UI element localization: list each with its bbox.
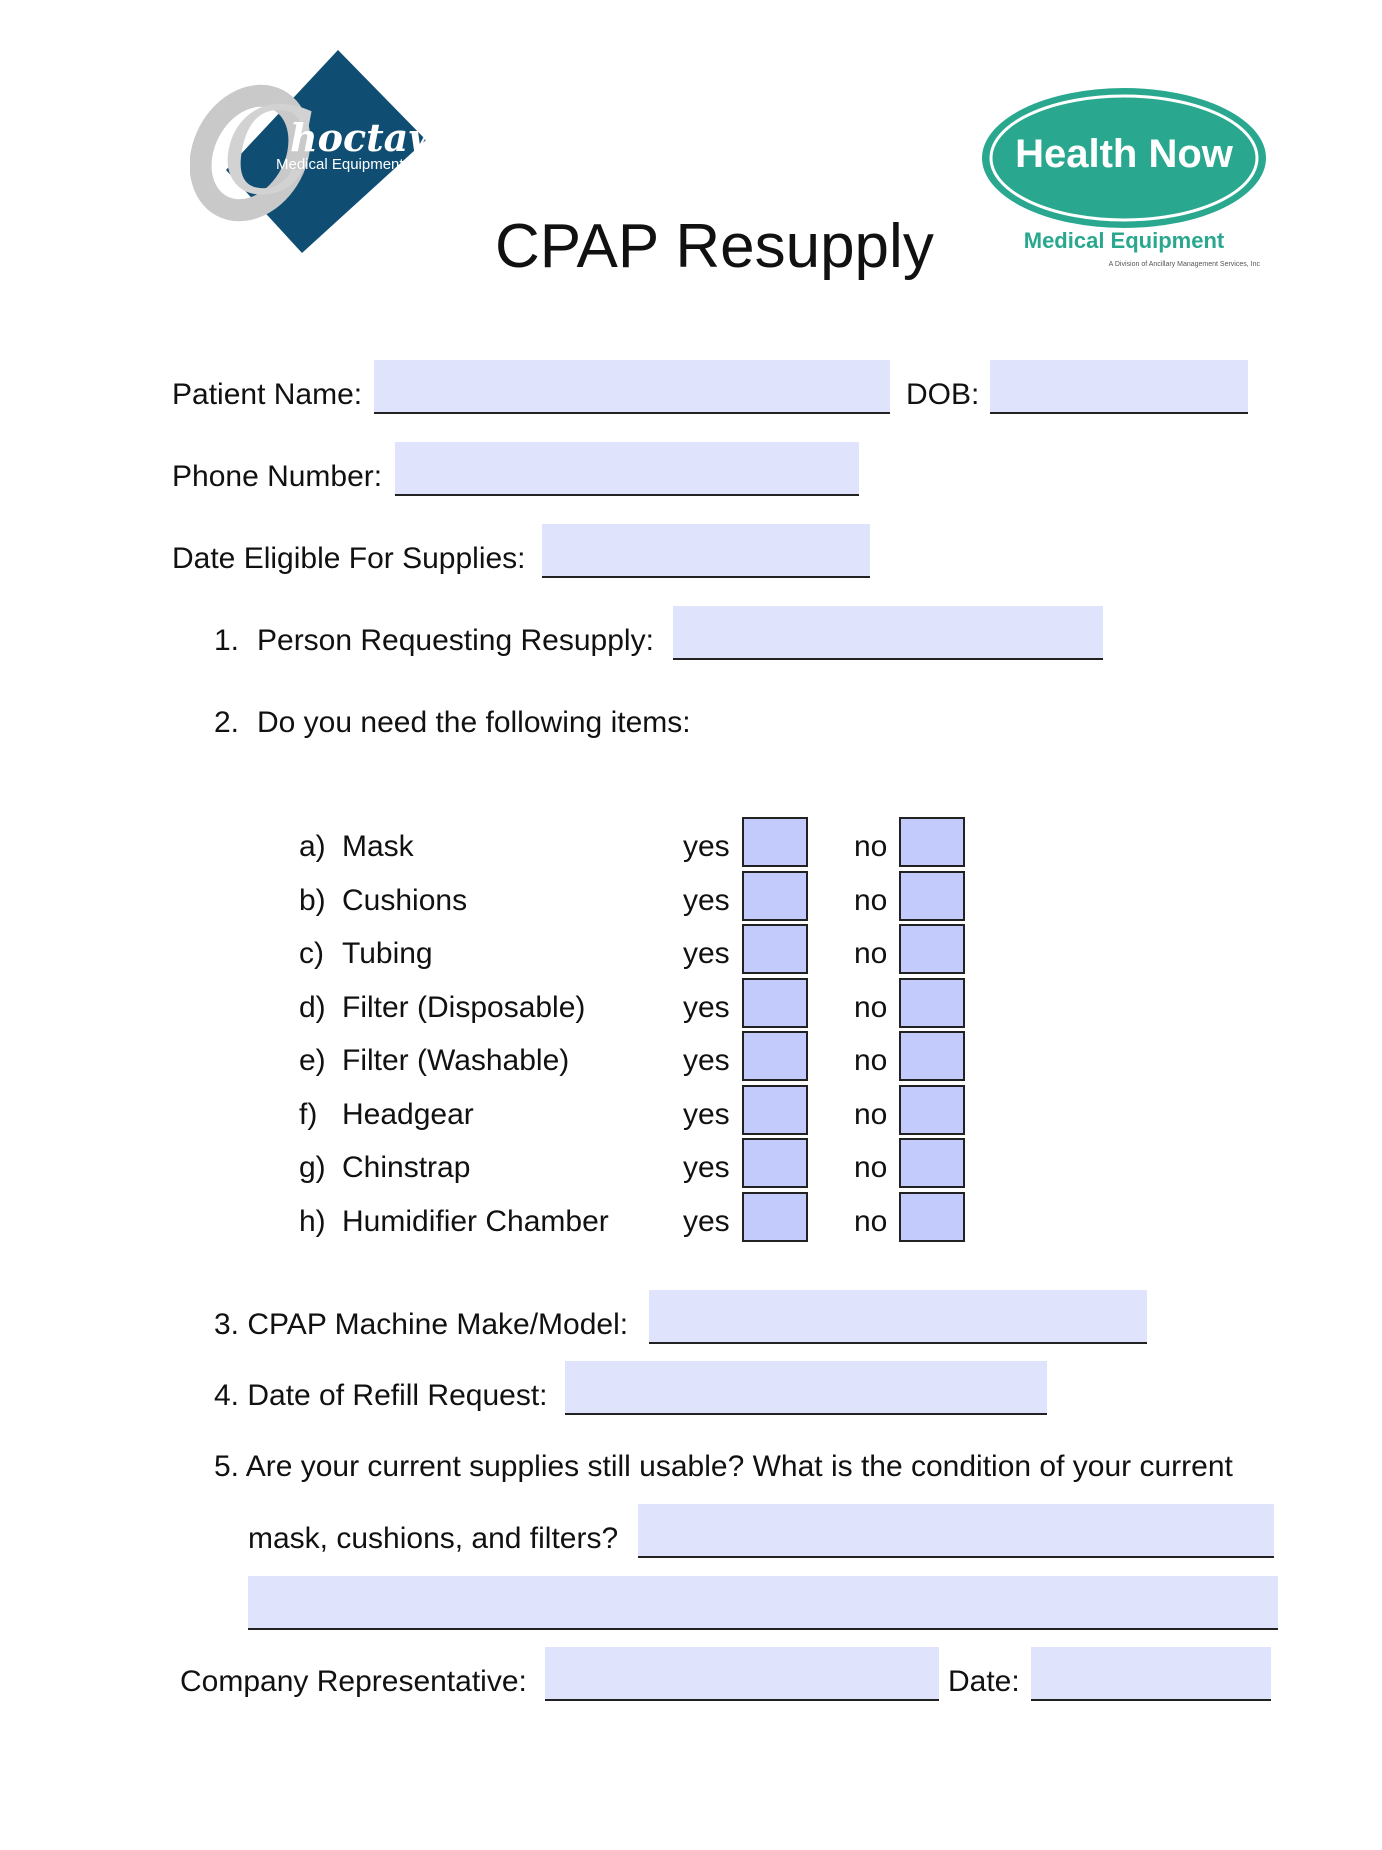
item-yes-checkbox[interactable] <box>742 871 808 921</box>
item-name: Mask <box>342 830 414 863</box>
dob-label: DOB: <box>906 378 980 411</box>
q4-label: 4. Date of Refill Request: <box>214 1379 548 1412</box>
item-yes-label: yes <box>683 1205 730 1238</box>
patient-name-field[interactable] <box>374 360 890 414</box>
item-no-checkbox[interactable] <box>899 1192 965 1242</box>
item-no-label: no <box>854 1098 888 1131</box>
q1-label: Person Requesting Resupply: <box>257 624 654 657</box>
choctaw-logo <box>190 48 430 258</box>
item-letter: c) <box>299 937 324 970</box>
item-yes-checkbox[interactable] <box>742 978 808 1028</box>
item-yes-checkbox[interactable] <box>742 1192 808 1242</box>
item-no-label: no <box>854 884 888 917</box>
item-yes-label: yes <box>683 830 730 863</box>
rep-field[interactable] <box>545 1647 939 1701</box>
date-field[interactable] <box>1031 1647 1271 1701</box>
item-yes-label: yes <box>683 1044 730 1077</box>
q3-label: 3. CPAP Machine Make/Model: <box>214 1308 629 1341</box>
health-now-logo-name: Health Now <box>1015 132 1233 176</box>
item-no-label: no <box>854 937 888 970</box>
q2-number: 2. <box>214 706 240 739</box>
item-yes-checkbox[interactable] <box>742 1031 808 1081</box>
supplies-condition-field[interactable] <box>638 1504 1274 1558</box>
item-yes-label: yes <box>683 884 730 917</box>
eligible-label: Date Eligible For Supplies: <box>172 542 526 575</box>
refill-date-field[interactable] <box>565 1361 1047 1415</box>
item-name: Chinstrap <box>342 1151 471 1184</box>
dob-field[interactable] <box>990 360 1248 414</box>
choctaw-logo-graphic <box>190 48 430 258</box>
choctaw-logo-script: hoctaw <box>290 115 430 160</box>
item-letter: d) <box>299 991 326 1024</box>
item-no-label: no <box>854 830 888 863</box>
choctaw-logo-subtitle: Medical Equipment <box>276 156 404 173</box>
item-yes-label: yes <box>683 1098 730 1131</box>
item-yes-label: yes <box>683 1151 730 1184</box>
health-now-logo-subtitle: Medical Equipment <box>1023 228 1225 253</box>
choctaw-logo-initial: C <box>222 83 314 222</box>
item-name: Cushions <box>342 884 468 917</box>
item-yes-checkbox[interactable] <box>742 924 808 974</box>
item-letter: g) <box>299 1151 326 1184</box>
item-name: Filter (Washable) <box>342 1044 570 1077</box>
item-letter: a) <box>299 830 326 863</box>
item-yes-checkbox[interactable] <box>742 817 808 867</box>
q5-line2: mask, cushions, and filters? <box>248 1522 619 1555</box>
item-letter: e) <box>299 1044 326 1077</box>
item-yes-checkbox[interactable] <box>742 1085 808 1135</box>
health-now-logo-graphic <box>978 86 1270 276</box>
item-no-label: no <box>854 1044 888 1077</box>
item-no-checkbox[interactable] <box>899 817 965 867</box>
health-now-logo-fine-print: A Division of Ancillary Management Services, Inc <box>1108 261 1260 268</box>
patient-name-label: Patient Name: <box>172 378 363 411</box>
item-yes-label: yes <box>683 991 730 1024</box>
q5-line1: 5. Are your current supplies still usable? What is the condition of your current <box>214 1450 1233 1483</box>
q1-number: 1. <box>214 624 240 657</box>
item-name: Filter (Disposable) <box>342 991 586 1024</box>
item-yes-label: yes <box>683 937 730 970</box>
item-name: Humidifier Chamber <box>342 1205 609 1238</box>
eligible-field[interactable] <box>542 524 870 578</box>
form-title: CPAP Resupply <box>495 212 934 281</box>
phone-field[interactable] <box>395 442 859 496</box>
phone-label: Phone Number: <box>172 460 383 493</box>
rep-label: Company Representative: <box>180 1665 527 1698</box>
item-name: Headgear <box>342 1098 474 1131</box>
q2-label: Do you need the following items: <box>257 706 691 739</box>
health-now-logo <box>978 86 1270 276</box>
item-no-checkbox[interactable] <box>899 871 965 921</box>
cpap-model-field[interactable] <box>649 1290 1147 1344</box>
item-no-checkbox[interactable] <box>899 924 965 974</box>
item-letter: h) <box>299 1205 326 1238</box>
person-requesting-field[interactable] <box>673 606 1103 660</box>
item-no-label: no <box>854 1151 888 1184</box>
date-label: Date: <box>948 1665 1020 1698</box>
item-letter: b) <box>299 884 326 917</box>
item-no-checkbox[interactable] <box>899 1085 965 1135</box>
item-no-checkbox[interactable] <box>899 1138 965 1188</box>
item-no-label: no <box>854 991 888 1024</box>
item-no-checkbox[interactable] <box>899 978 965 1028</box>
item-yes-checkbox[interactable] <box>742 1138 808 1188</box>
item-letter: f) <box>299 1098 318 1131</box>
item-no-label: no <box>854 1205 888 1238</box>
item-no-checkbox[interactable] <box>899 1031 965 1081</box>
supplies-condition-field-2[interactable] <box>248 1576 1278 1630</box>
item-name: Tubing <box>342 937 433 970</box>
